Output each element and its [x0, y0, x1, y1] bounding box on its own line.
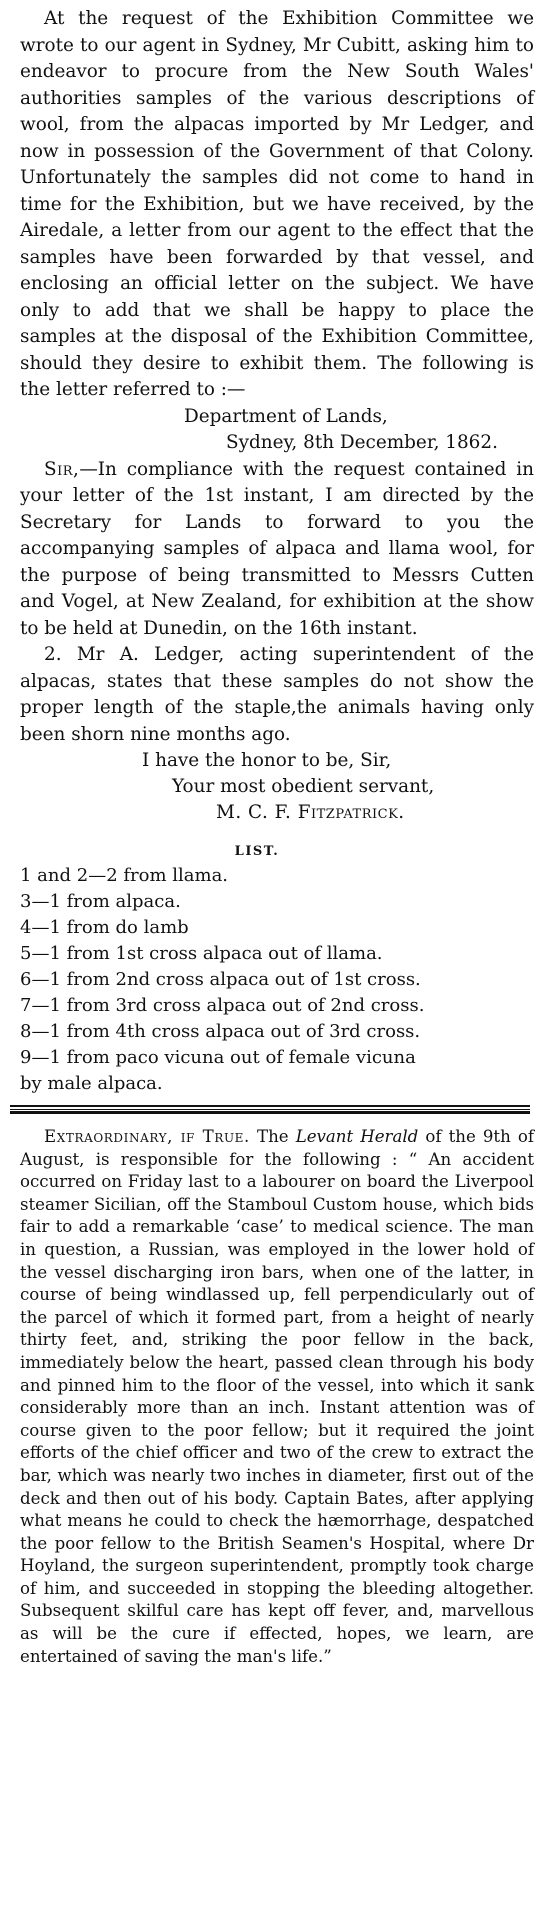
list-item: 8—1 from 4th cross alpaca out of 3rd cross.: [20, 1021, 421, 1042]
letter-closing-2: Your most obedient servant,: [172, 776, 435, 797]
list-item: 3—1 from alpaca.: [20, 891, 181, 912]
letter-body-paragraph-2: 2. Mr A. Ledger, acting superintendent of the alpacas, states that these samples do not show the proper length of the staple,the animals having only been shorn nine months ago.: [20, 644, 534, 745]
list-item: 1 and 2—2 from llama.: [20, 865, 229, 886]
newspaper-name: Levant Herald: [295, 1127, 419, 1146]
list-item: by male alpaca.: [20, 1073, 163, 1094]
article-exhibition-paragraph: At the request of the Exhibition Committee we wrote to our agent in Sydney, Mr Cubitt, asking him to endeavor to procure from the New South Wales' authorities samples of the various descriptions of wool, from the alpacas imported by Mr Ledger, and now in possession of the Government of that Colony. Unfortunately the samples did not come to hand in time for the Exhibition, but we have received, by the Airedale, a letter from our agent to the effect that the samples have been forwarded by that vessel, and enclosing an official letter on the subject. We have only to add that we shall be happy to place the samples at the disposal of the Exhibition Committee, should they desire to exhibit them. The following is the letter referred to :—: [20, 8, 534, 400]
letter-closing-1: I have the honor to be, Sir,: [142, 750, 392, 771]
article-extraordinary-paragraph: [20, 1126, 534, 1668]
letter-salutation: Sir,: [44, 458, 80, 480]
list-item: 6—1 from 2nd cross alpaca out of 1st cross.: [20, 969, 421, 990]
article-body-text: “ An accident occurred on Friday last to a labourer on board the Liverpool steamer Sicilian, off the Stamboul Custom house, which bids fair to add a remarkable ‘case’ to medical science. The man in question, a Russian, was employed in the lower hold of the vessel discharging iron bars, when one of the latter, in course of being windlassed up, fell perpendicularly out of the parcel of which it formed part, from a height of nearly thirty feet, and, striking the poor fellow in the back, immediately below the heart, passed clean through his body and pinned him to the floor of the vessel, into which it sank considerably more than an inch. Instant attention was of course given to the poor fellow; but it required the joint efforts of the chief officer and two of the crew to extract the bar, which was nearly two inches in diameter, first out of the deck and then out of his body. Captain Bates, after applying what means he could to check the hæmorrhage, despatched the poor fellow to the British Seamen's Hospital, where Dr Hoyland, the surgeon superintendent, promptly took charge of him, and succeeded in stopping the bleeding altogether. Subsequent skilful care has kept off fever, and, marvellous as will be the cure if effected, hopes, we learn, are entertained of saving the man's life.”: [20, 1149, 535, 1666]
article-intro-after: of the 9th of August, is responsible for the following :: [20, 1127, 535, 1169]
list-item: 5—1 from 1st cross alpaca out of llama.: [20, 943, 383, 964]
article-intro-before: The: [249, 1127, 296, 1146]
section-divider-rule: [10, 1105, 530, 1114]
article-lead-heading: Extraordinary, if True.: [44, 1127, 250, 1146]
samples-list: [20, 863, 534, 1097]
letter-body-1-text: —In compliance with the request contained in your letter of the 1st instant, I am directed by the Secretary for Lands to forward to you the accompanying samples of alpaca and llama wool, for the purpose of being transmitted to Messrs Cutten and Vogel, at New Zealand, for exhibition at the show to be held at Dunedin, on the 16th instant.: [20, 458, 534, 639]
list-item: 9—1 from paco vicuna out of female vicuna: [20, 1047, 416, 1068]
list-heading: LIST.: [234, 844, 280, 859]
letter-address-line-2: Sydney, 8th December, 1862.: [226, 432, 498, 453]
list-item: 4—1 from do lamb: [20, 917, 189, 938]
letter-address-line-1: Department of Lands,: [184, 405, 388, 427]
letter-signature: M. C. F. Fitzpatrick.: [216, 802, 405, 823]
list-item: 7—1 from 3rd cross alpaca out of 2nd cross.: [20, 995, 425, 1016]
letter-body-paragraph-1: [20, 457, 534, 643]
